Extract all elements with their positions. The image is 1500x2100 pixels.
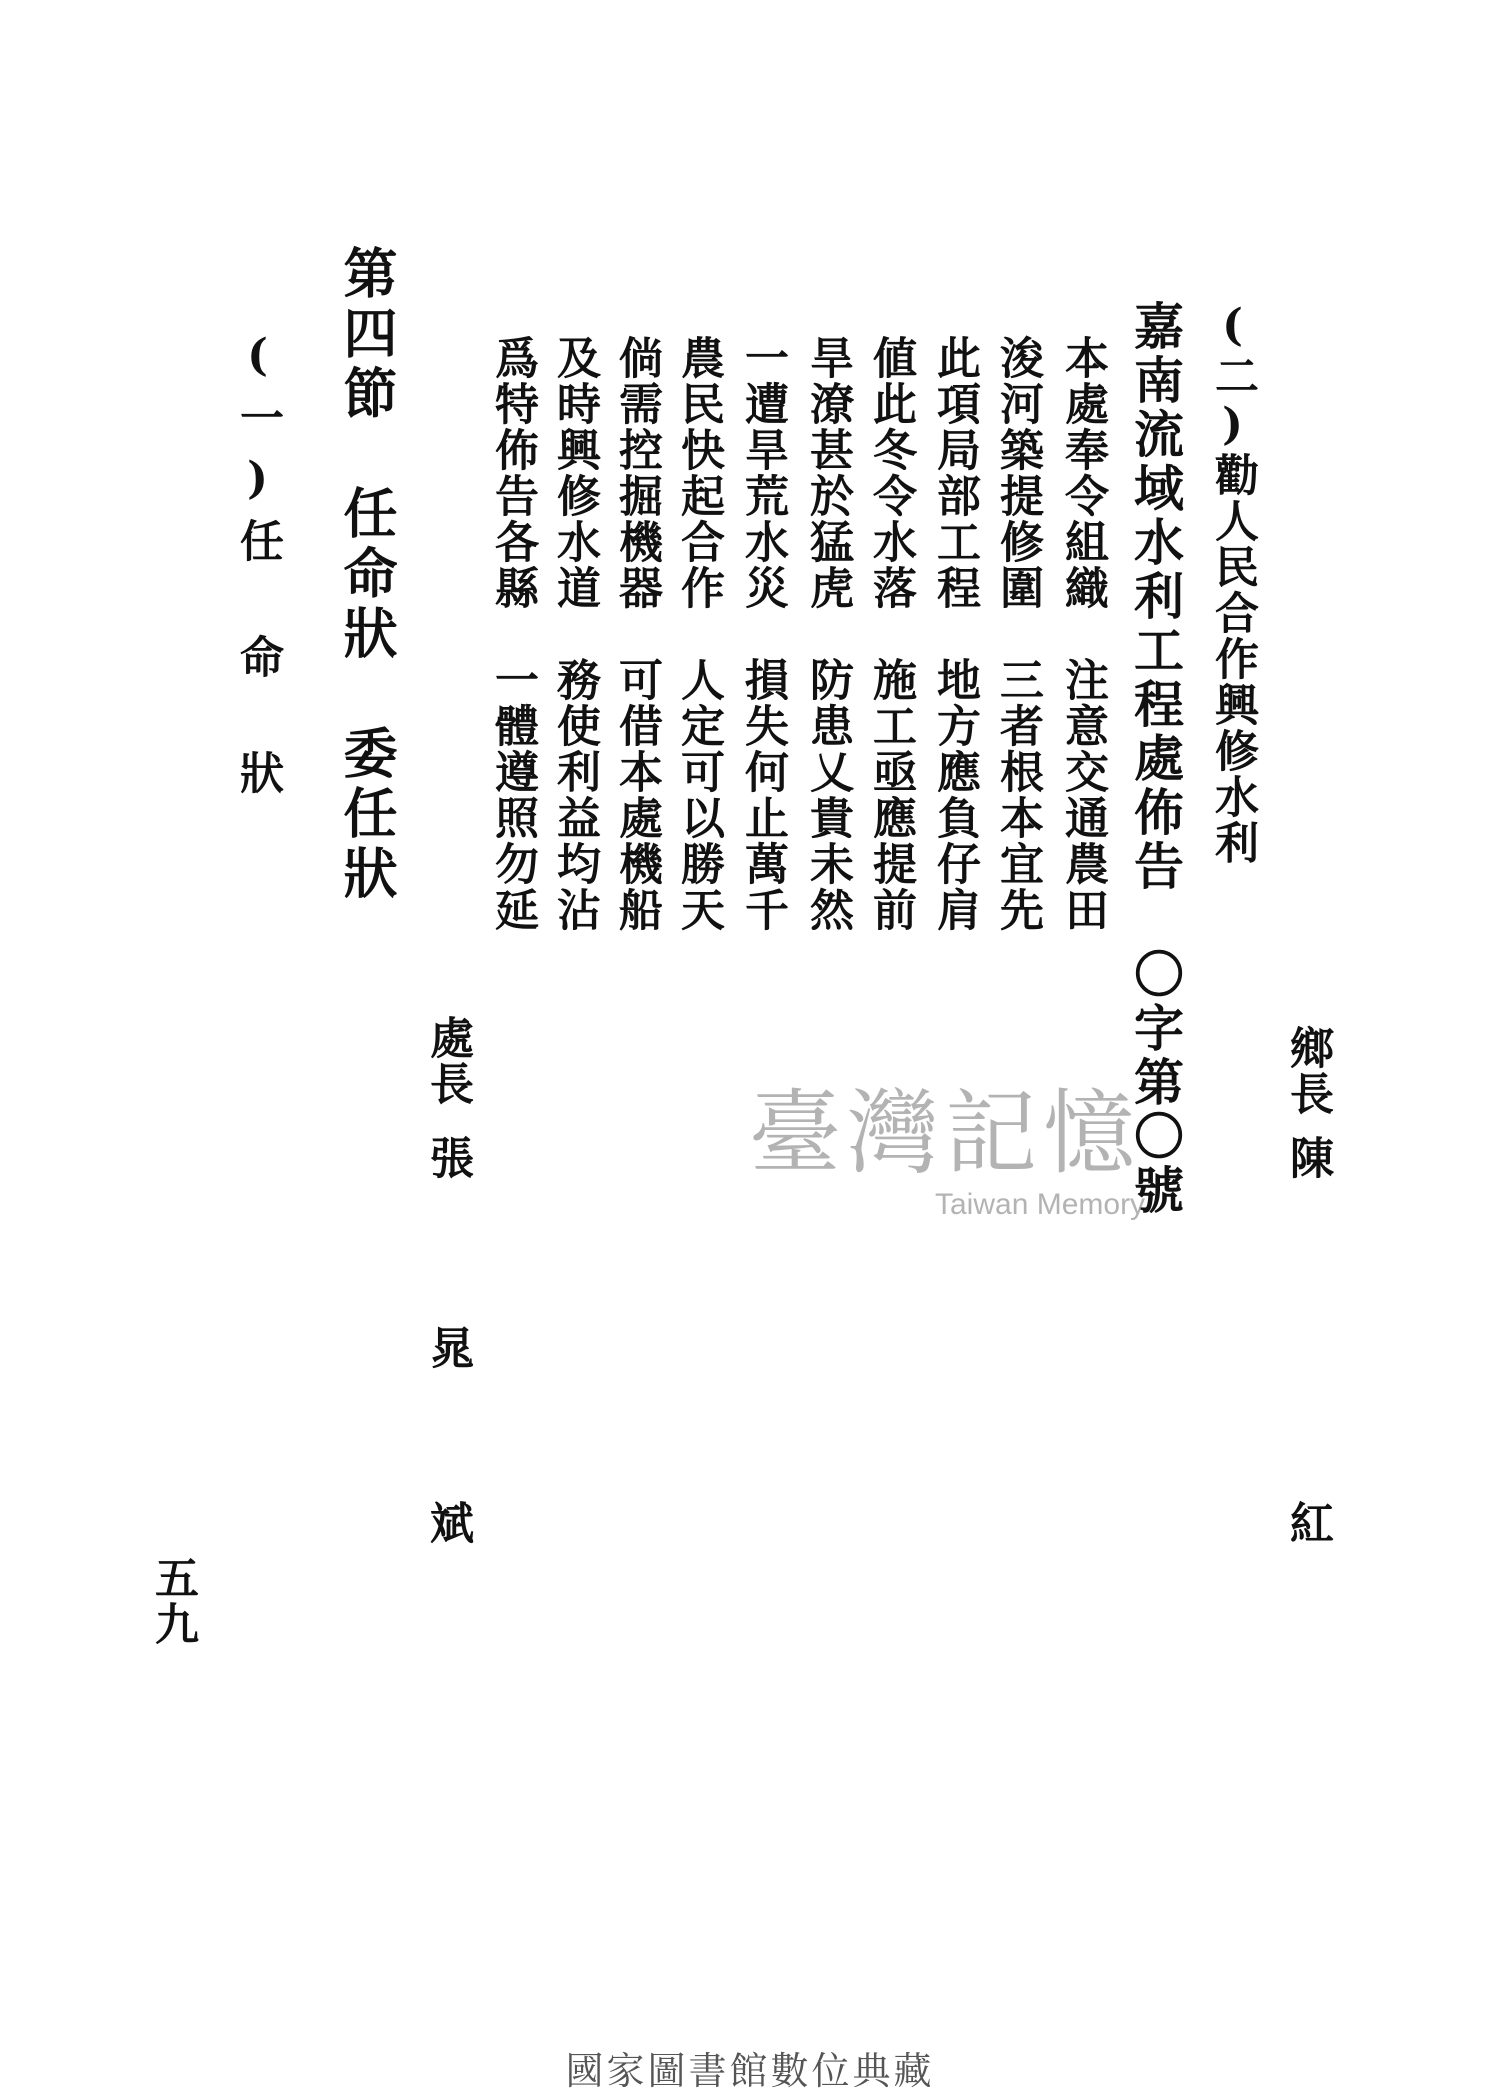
proclamation-line: 浚河築提修圍 三者根本宜先: [992, 335, 1043, 933]
village-head-name-2: 紅: [1282, 1500, 1333, 1546]
proclamation-line: 一遭旱荒水災 損失何止萬千: [737, 335, 788, 933]
proclamation-line: 及時興修水道 務使利益均沾: [549, 335, 600, 933]
director-title: 處長: [422, 1015, 473, 1107]
proclamation-issuer: 嘉南流域水利工程處佈告 〇字第〇號: [1126, 300, 1185, 1218]
section-title: 第四節 任命狀 委任狀: [335, 245, 399, 905]
proclamation-line: 本處奉令組織 注意交通農田: [1057, 335, 1108, 933]
watermark: [745, 1060, 1145, 1222]
proclamation-line: 倘需控掘機器 可借本處機船: [611, 335, 662, 933]
page-number: 五九: [147, 1555, 198, 1647]
watermark-english: Taiwan Memory: [935, 1188, 1146, 1221]
footer-credit: 國家圖書館數位典藏: [565, 2049, 935, 2093]
watermark-chinese: 臺灣記憶: [749, 1080, 1142, 1187]
proclamation-line: 値此冬令水落 施工亟應提前: [865, 335, 916, 933]
director-name-3: 斌: [422, 1500, 473, 1546]
village-head-title: 鄉長: [1282, 1025, 1333, 1117]
director-name-2: 晁: [422, 1325, 473, 1371]
director-name-1: 張: [422, 1135, 473, 1181]
subsection-title: (一)任 命 狀: [232, 330, 283, 808]
proclamation-line: 此項局部工程 地方應負仔肩: [929, 335, 980, 933]
proclamation-line: 旱潦甚於猛虎 防患乂貴未然: [802, 335, 853, 933]
section-heading: (二)勸人民合作興修水利: [1207, 300, 1258, 866]
village-head-name-1: 陳: [1282, 1135, 1333, 1181]
proclamation-line: 爲特佈告各縣 一體遵照勿延: [487, 335, 538, 933]
proclamation-line: 農民快起合作 人定可以勝天: [673, 335, 724, 933]
